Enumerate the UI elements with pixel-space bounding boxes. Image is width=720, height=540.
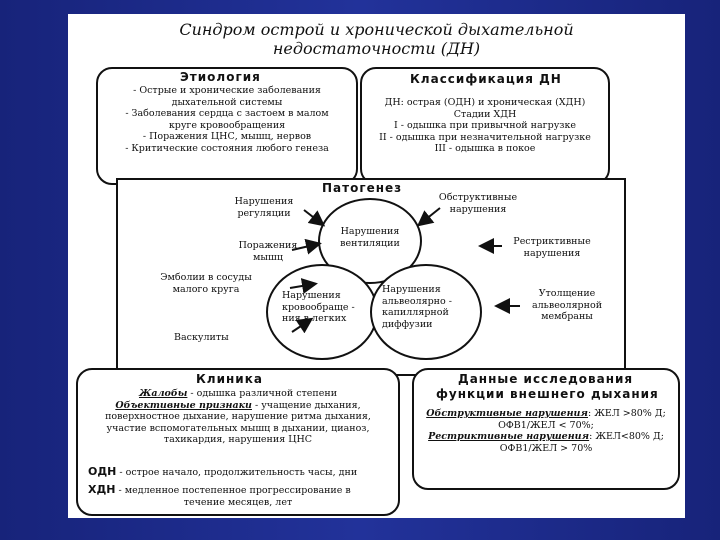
etiology-item: - Критические состояния любого генеза — [125, 142, 329, 154]
obstructive-text: : ЖЕЛ >80% Д; — [587, 408, 666, 419]
objective-line: участие вспомогательных мышц в дыхании, цианоз, — [106, 422, 370, 434]
cause-muscles-line: мышц — [253, 251, 283, 263]
complaints-text: - одышка различной степени — [187, 388, 338, 399]
objective-line: тахикардия, нарушения ЦНС — [163, 434, 313, 445]
obstructive-line — [414, 408, 678, 420]
circle-diffusion-line: диффузии — [382, 318, 433, 330]
etiology-item: круге кровообращения — [168, 119, 286, 131]
objective-line: поверхностное дыхание, нарушение ритма дыхания, — [105, 411, 371, 422]
complaints-line — [78, 388, 398, 400]
circle-circulation-line: кровообраще - — [282, 301, 355, 313]
spirometry-body — [414, 408, 678, 454]
spirometry-box — [412, 368, 680, 490]
cause-embolism-line: Эмболии в сосуды — [160, 272, 252, 283]
arrow-obstructive — [420, 208, 440, 224]
classification-line: I - одышка при привычной нагрузке — [393, 120, 577, 131]
obstructive-label: Обструктивные нарушения — [426, 408, 588, 419]
etiology-item: - Заболевания сердца с застоем в малом — [125, 108, 329, 119]
cause-embolism-line: малого круга — [172, 283, 240, 295]
hdn-label: ХДН — [88, 483, 116, 496]
spirometry-heading-1: Данные исследования — [458, 372, 634, 386]
cause-thickening-line: Утолщение — [538, 288, 596, 299]
spirometry-heading-2: функции внешнего дыхания — [436, 387, 659, 401]
classification-line: II - одышка при незначительной нагрузке — [379, 131, 591, 143]
pathogenesis-arrows — [118, 180, 624, 374]
classification-heading: Классификация ДН — [410, 72, 562, 86]
pathogenesis-box — [116, 178, 626, 376]
arrow-vasculitis — [292, 320, 310, 332]
slide-title — [68, 20, 685, 58]
circle-diffusion-line: Нарушения — [382, 284, 441, 295]
circle-diffusion-line: капиллярной — [382, 307, 449, 318]
cause-muscles-line: Поражения — [238, 240, 298, 251]
objective-line — [78, 400, 398, 412]
objective-text: - учащение дыхания, — [251, 399, 361, 411]
cause-regulation-line: регуляции — [237, 207, 291, 219]
etiology-box — [96, 67, 358, 185]
objective-label: Объективные признаки — [115, 399, 252, 411]
cause-obstructive-line: нарушения — [449, 203, 507, 215]
classification-line: Стадии ХДН — [453, 108, 517, 120]
odn-text: - острое начало, продолжительность часы, дни — [116, 467, 358, 478]
classification-list — [362, 97, 608, 155]
cause-regulation-line: Нарушения — [234, 196, 294, 207]
etiology-list — [98, 85, 356, 154]
restrictive-text: : ЖЕЛ<80% Д; — [589, 431, 664, 442]
clinic-box — [76, 368, 400, 516]
cause-restrictive-line: Рестриктивные — [513, 236, 591, 247]
slide-page — [68, 14, 685, 518]
circle-ventilation-line: Нарушения — [340, 226, 400, 237]
classification-line: III - одышка в покое — [434, 143, 536, 154]
arrow-regulation — [304, 210, 322, 224]
title-line-1: Синдром острой и хронической дыхательной — [179, 20, 574, 39]
clinic-heading: Клиника — [196, 372, 263, 386]
odn-label: ОДН — [88, 465, 117, 478]
clinic-body — [78, 388, 398, 446]
circle-circulation-line: Нарушения — [282, 290, 341, 301]
circle-ventilation-line: вентиляции — [340, 237, 400, 249]
arrow-muscles — [292, 244, 318, 250]
cause-obstructive-line: Обструктивные — [438, 192, 518, 203]
obstructive-line-2: ОФВ1/ЖЕЛ < 70%; — [498, 419, 594, 431]
cause-thickening-line: альвеолярной — [531, 299, 603, 311]
pathogenesis-heading: Патогенез — [322, 181, 403, 195]
complaints-label: Жалобы — [138, 388, 188, 399]
etiology-item: - Острые и хронические заболевания — [133, 85, 321, 96]
cause-thickening-line: мембраны — [541, 311, 593, 322]
hdn-line-2: течение месяцев, лет — [183, 497, 293, 508]
cause-vasculitis: Васкулиты — [174, 332, 229, 343]
arrow-embolism — [290, 284, 314, 288]
etiology-heading: Этиология — [180, 70, 261, 84]
restrictive-line-2: ОФВ1/ЖЕЛ > 70% — [499, 442, 593, 454]
restrictive-line — [414, 431, 678, 443]
hdn-text: - медленное постепенное прогрессирование в — [115, 485, 351, 496]
cause-restrictive-line: нарушения — [523, 247, 581, 259]
etiology-item: - Поражения ЦНС, мышц, нервов — [142, 131, 312, 142]
restrictive-label: Рестриктивные нарушения — [428, 431, 590, 442]
title-line-2: недостаточности (ДН) — [272, 39, 481, 58]
circle-circulation-line: ния в легких — [282, 313, 347, 324]
etiology-item: дыхательной системы — [171, 96, 283, 108]
classification-box — [360, 67, 610, 185]
classification-line: ДН: острая (ОДН) и хроническая (ХДН) — [384, 97, 586, 108]
circle-diffusion-line: альвеолярно - — [382, 295, 452, 307]
odn-line — [88, 466, 357, 479]
hdn-line — [88, 484, 351, 497]
